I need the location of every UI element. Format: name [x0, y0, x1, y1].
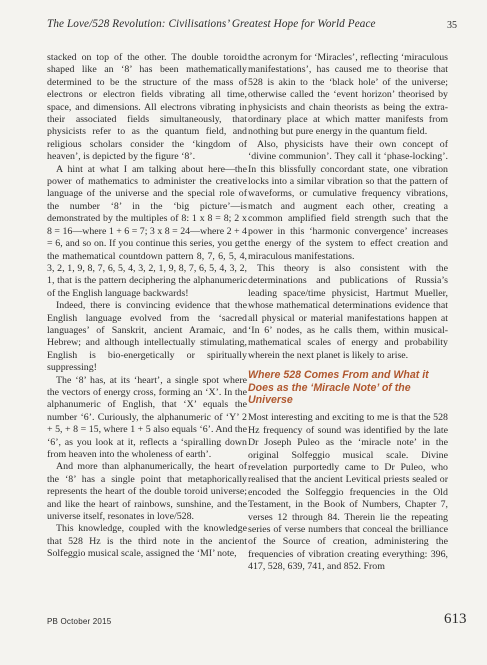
- paragraph: stacked on top of the other. The double toroid shaped like an ‘8’ has been mathematically determined to be the structure of the mass of electrons or electron fields vibrating all time, space, and dimensions. All electrons vibrating in their associated fields simultaneously, that physicists refer to as the quantum field, and religious scholars consider the ‘kingdom of heaven’, is depicted by the figure ‘8’.: [47, 52, 247, 163]
- issue-label: PB October 2015: [47, 617, 112, 626]
- left-column: [47, 52, 247, 561]
- paragraph: Also, physicists have their own concept of ‘divine communion’. They call it ‘phase-locking’. In this blissfully concordant state, one vibration locks into a similar vibration so that the pattern of waveforms, or cumulative frequency vibrations, match and augment each other, creating a common amplified field strength such that the power in this ‘harmonic convergence’ increases the energy of the system to effect creation and miraculous manifestations.: [248, 138, 448, 262]
- paragraph: Indeed, there is convincing evidence that the English language evolved from the ‘sacred languages’ of Sanskrit, ancient Aramaic, and Hebrew; and although intellectually stimulating, English is bio-energetically or spiritually suppressing!: [47, 300, 247, 374]
- running-title: The Love/528 Revolution: Civilisations’ Greatest Hope for World Peace: [47, 18, 376, 30]
- section-subheading: Where 528 Comes From and What it Does as the ‘Miracle Note’ of the Universe: [248, 369, 429, 406]
- paragraph: Most interesting and exciting to me is that the 528 Hz frequency of sound was identified by the late Dr Joseph Puleo as the ‘miracle note’ in the original Solfeggio musical scale. Divine revelation purportedly came to Dr Puleo, who realised that the ancient Levitical priests sealed or encoded the Solfeggio frequencies in the Old Testament, in the Book of Numbers, Chapter 7, verses 12 through 84. Therein lie the repeating series of verse numbers that conceal the brilliance of the Source of creation, administering the frequencies of vibration creating everything: 396, 417, 528, 639, 741, and 852. From: [248, 412, 448, 573]
- paragraph: The ‘8’ has, at its ‘heart’, a single spot where the vectors of energy cross, forming an ‘X’. In the alphanumeric of English, that ‘X’ equals the number ‘6’. Curiously, the alphanumeric of ‘Y’ 2 + 5, + 8 = 15, where 1 + 5 also equals ‘6’. And the ‘6’, as you look at it, reflects a ‘spiralling down from heaven into the wholeness of earth’.: [47, 374, 247, 460]
- page-number-bottom: 613: [444, 611, 467, 627]
- paragraph: This knowledge, coupled with the knowledge that 528 Hz is the third note in the ancient Solfeggio musical scale, assigned the ‘MI’ note,: [47, 523, 247, 560]
- paragraph: This theory is also consistent with the determinations and publications of Russia’s leading space/time physicist, Hartmut Mueller, whose mathematical determinations evidence that all physical or material manifestations happen at ‘In 6’ nodes, as he calls them, within musical-mathematical scales of energy and probability wherein the next planet is likely to arise.: [248, 262, 448, 361]
- paragraph: the acronym for ‘Miracles’, reflecting ‘miraculous manifestations’, has caused me to theorise that 528 is akin to the ‘black hole’ of the universe; otherwise called the ‘event horizon’ theorised by physicists and chain theorists as being the extra-ordinary place at which matter manifests from nothing but pure energy in the quantum field.: [248, 52, 448, 138]
- page-number-top: 35: [447, 20, 457, 31]
- right-column: [248, 52, 448, 574]
- paragraph: And more than alphanumerically, the heart of the ‘8’ has a single point that metaphorically represents the heart of the double toroid universe; and like the heart of rainbows, sunshine, and the universe itself, resonates in love/528.: [47, 461, 247, 523]
- paragraph: A hint at what I am talking about here—the power of mathematics to administer the creative language of the universe and the special role of the number ‘8’ in the ‘big picture’—is demonstrated by the multiples of 8: 1 x 8 = 8; 2 x 8 = 16—where 1 + 6 = 7; 3 x 8 = 24—where 2 + 4 = 6, and so on. If you continue this series, you get the mathematical countdown pattern 8, 7, 6, 5, 4, 3, 2, 1, 9, 8, 7, 6, 5, 4, 3, 2, 1, 9, 8, 7, 6, 5, 4, 3, 2, 1, that is the pattern deciphering the alphanumeric of the English language backwards!: [47, 163, 247, 299]
